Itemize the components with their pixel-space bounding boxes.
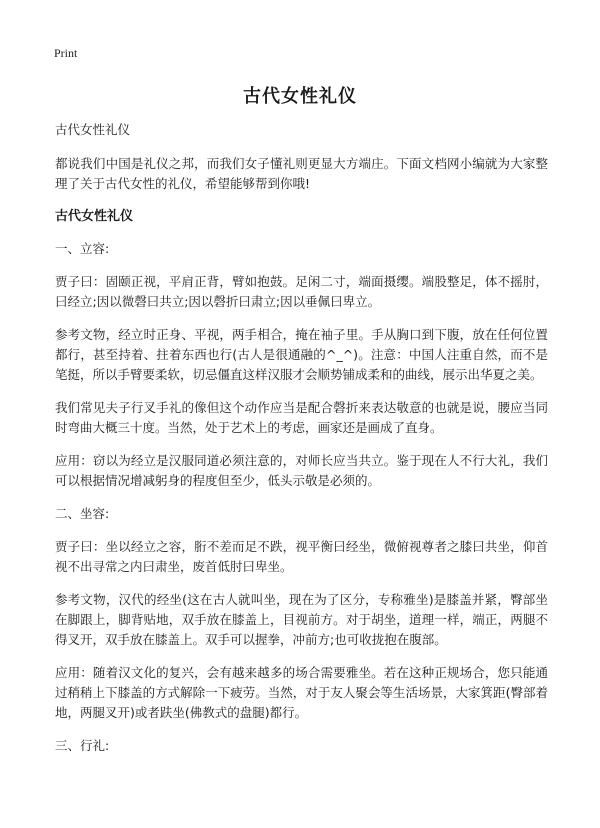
sitting-paragraph-2: 参考文物，汉代的经坐(这在古人就叫坐，现在为了区分，专称雅坐)是膝盖并紧，臀部坐在脚跟上，脚背贴地，双手放在膝盖上，目视前方。对于胡坐，道理一样，端正，两腿不得叉开，双手放在膝盖上。双手可以握拳，冲前方;也可收拢抱在腹部。 — [55, 592, 548, 647]
article-body — [55, 120, 548, 769]
walking-heading: 三、行礼: — [55, 738, 110, 753]
standing-paragraph-1: 贾子曰：固颐正视，平肩正背，臂如抱鼓。足闲二寸，端面摄缨。端股整足，体不摇肘，曰经立;因以微磬曰共立;因以磬折曰肃立;因以垂佩曰卑立。 — [55, 274, 548, 309]
sitting-paragraph-3: 应用：随着汉文化的复兴，会有越来越多的场合需要雅坐。若在这种正规场合，您只能通过稍稍上下膝盖的方式解除一下疲劳。当然，对于友人聚会等生活场景，大家箕距(臀部着地，两腿叉开)或者趺坐(佛教式的盘腿)都行。 — [55, 665, 548, 720]
standing-paragraph-4: 应用：窃以为经立是汉服同道必须注意的，对师长应当共立。鉴于现在人不行大礼，我们可以根据情况增减躬身的程度但至少，低头示敬是必须的。 — [55, 453, 548, 488]
standing-heading: 一、立容: — [55, 241, 110, 256]
standing-paragraph-3: 我们常见夫子行叉手礼的像但这个动作应当是配合磬折来表达敬意的也就是说，腰应当同时弯曲大概三十度。当然，处于艺术上的考虑，画家还是画成了直身。 — [55, 400, 548, 435]
article-subtitle: 古代女性礼仪 — [55, 122, 131, 137]
print-link[interactable]: Print — [54, 46, 78, 60]
standing-paragraph-2: 参考文物，经立时正身、平视，两手相合，掩在袖子里。手从胸口到下腹，放在任何位置都行，甚至持着、拄着东西也行(古人是很通融的^_^)。注意：中国人注重自然，而不是笔挺，所以手臂要柔软，切忌僵直这样汉服才会顺势铺成柔和的曲线，展示出华夏之美。 — [55, 327, 548, 382]
page-title: 古代女性礼仪 — [243, 86, 357, 107]
intro-paragraph: 都说我们中国是礼仪之邦，而我们女子懂礼则更显大方端庄。下面文档网小编就为大家整理了关于古代女性的礼仪，希望能够帮到你哦! — [55, 156, 548, 191]
sitting-heading: 二、坐容: — [55, 506, 110, 521]
section-heading: 古代女性礼仪 — [55, 209, 134, 224]
sitting-paragraph-1: 贾子曰：坐以经立之容，胻不差而足不跌，视平衡曰经坐，微俯视尊者之膝曰共坐，仰首视不出寻常之内曰肃坐，废首低肘曰卑坐。 — [55, 539, 548, 574]
